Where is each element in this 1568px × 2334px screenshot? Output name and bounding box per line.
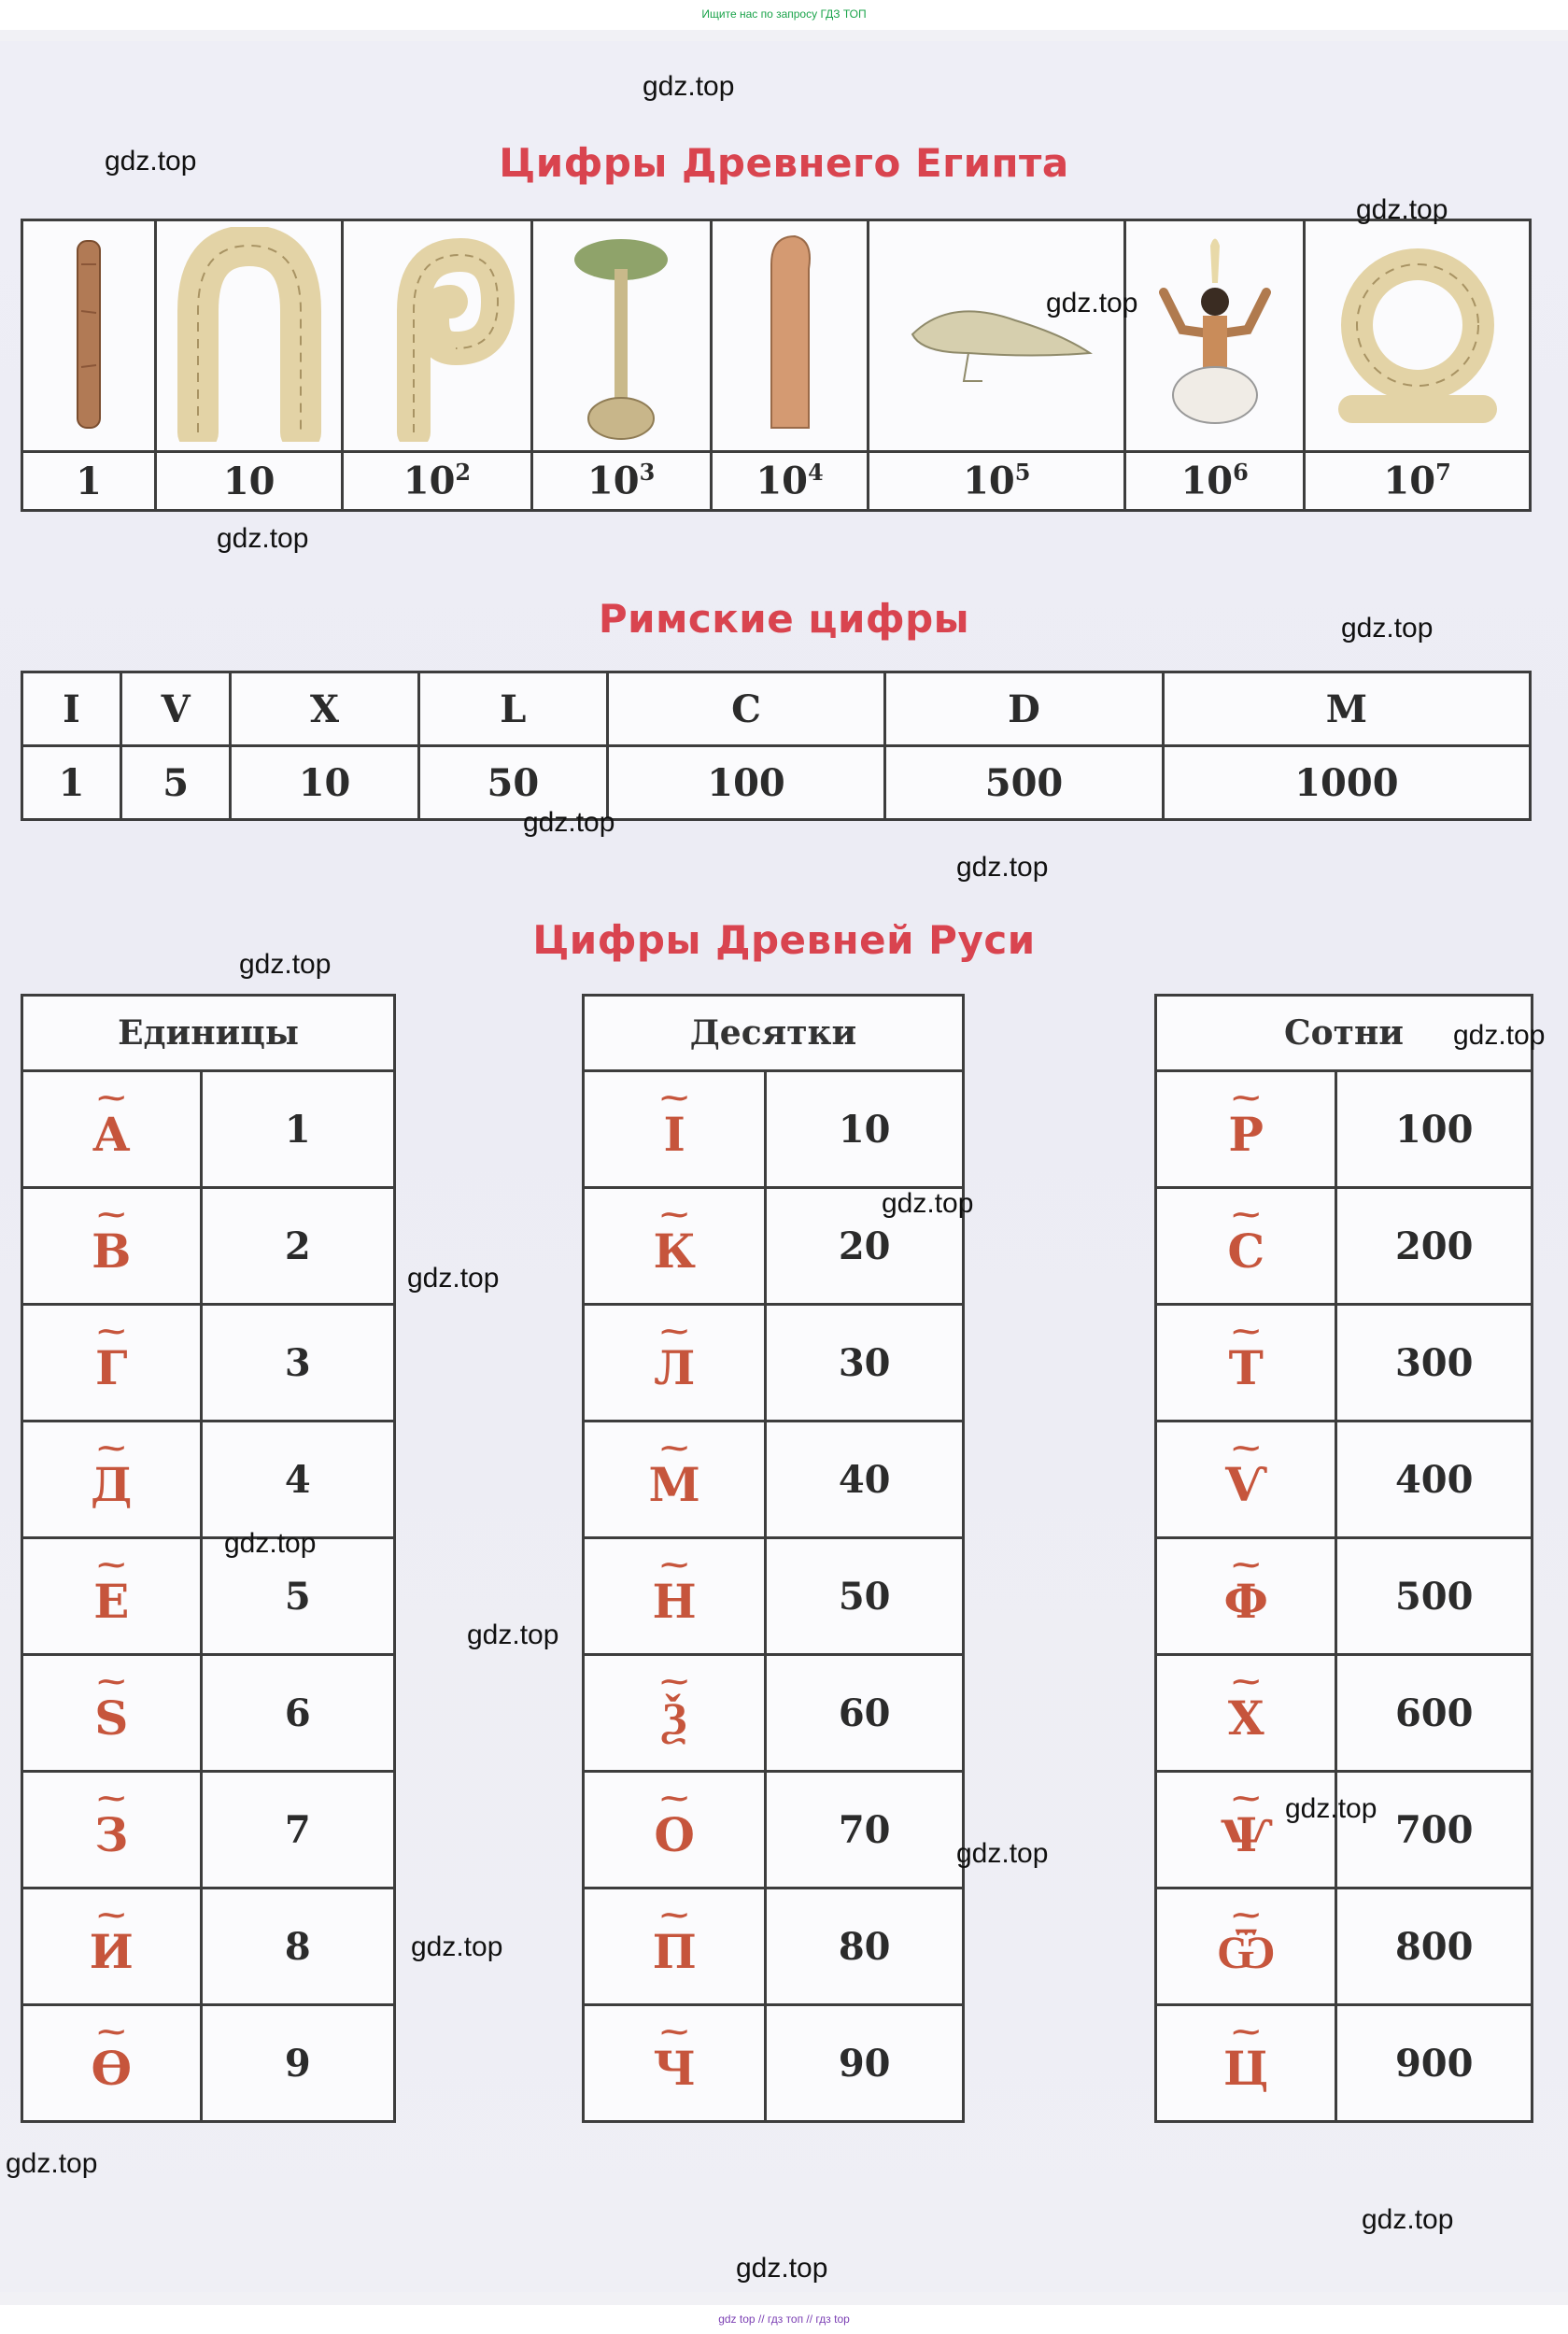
lotus-icon: [531, 220, 711, 452]
watermark: gdz.top: [105, 146, 197, 177]
titlo-mark-icon: ⁓: [1232, 1314, 1261, 1348]
rus-letter: А: [92, 1106, 131, 1162]
table-row: [584, 1772, 964, 1888]
roman-letter: L: [418, 672, 607, 746]
rus-hundreds-table: [1154, 994, 1533, 2123]
table-row: [584, 1888, 964, 2005]
rus-title: Цифры Древней Руси: [532, 917, 1036, 963]
watermark: gdz.top: [1362, 2204, 1454, 2235]
rus-letter: Ѯ: [661, 1690, 687, 1746]
table-row: [22, 1772, 395, 1888]
rus-numeral-value: 100: [1336, 1071, 1533, 1188]
watermark: gdz.top: [217, 523, 309, 554]
heel-bone-icon: [156, 220, 343, 452]
rus-letter: Р: [1228, 1106, 1264, 1162]
roman-value: 10: [231, 746, 419, 820]
roman-letter: X: [231, 672, 419, 746]
table-row: [1156, 1538, 1533, 1655]
rus-letter: П: [652, 1923, 697, 1979]
rus-numeral-value: 3: [201, 1305, 394, 1422]
roman-value: 500: [885, 746, 1164, 820]
rus-numeral-glyph: [22, 1071, 202, 1188]
rus-numeral-glyph: [1156, 1888, 1336, 2005]
roman-letter: D: [885, 672, 1164, 746]
titlo-mark-icon: ⁓: [1232, 1548, 1261, 1581]
rus-numeral-value: 4: [201, 1422, 394, 1538]
table-row: [22, 1071, 395, 1188]
titlo-mark-icon: ⁓: [660, 1197, 689, 1231]
rus-numeral-glyph: [1156, 1188, 1336, 1305]
table-row: [22, 2005, 395, 2122]
rus-numeral-value: 5: [201, 1538, 394, 1655]
egypt-title: Цифры Древнего Египта: [499, 140, 1069, 186]
watermark: gdz.top: [1453, 1020, 1546, 1051]
roman-value-row: [22, 746, 1531, 820]
watermark: gdz.top: [956, 852, 1049, 883]
rus-letter: Н: [652, 1573, 697, 1629]
rus-letter: О: [654, 1806, 695, 1862]
titlo-mark-icon: ⁓: [1232, 1781, 1261, 1815]
table-row: [1156, 1305, 1533, 1422]
rus-letter: Ѕ: [94, 1690, 129, 1746]
rus-letter: Ц: [1223, 2040, 1269, 2096]
watermark: gdz.top: [407, 1263, 500, 1294]
table-row: [584, 1655, 964, 1772]
titlo-mark-icon: ⁓: [660, 1314, 689, 1348]
titlo-mark-icon: ⁓: [97, 1081, 126, 1114]
rus-numeral-value: 900: [1336, 2005, 1533, 2122]
rus-numeral-glyph: [22, 1772, 202, 1888]
rus-numeral-value: 1: [201, 1071, 394, 1188]
rus-numeral-glyph: [584, 1188, 766, 1305]
roman-value: 5: [121, 746, 231, 820]
rus-numeral-glyph: [22, 1655, 202, 1772]
roman-letter: C: [607, 672, 885, 746]
egypt-value: 1: [22, 452, 156, 511]
rus-units-table: [21, 994, 396, 2123]
top-banner[interactable]: Ищите нас по запросу ГДЗ ТОП: [0, 0, 1568, 30]
titlo-mark-icon: ⁓: [97, 1314, 126, 1348]
table-row: [584, 2005, 964, 2122]
titlo-mark-icon: ⁓: [1232, 1664, 1261, 1698]
rus-numeral-value: 500: [1336, 1538, 1533, 1655]
watermark: gdz.top: [239, 949, 332, 980]
rus-numeral-glyph: [1156, 1071, 1336, 1188]
egypt-value: $10^7$: [1305, 452, 1531, 511]
rus-letter: Т: [1228, 1339, 1264, 1395]
roman-value: 1000: [1163, 746, 1530, 820]
rus-column-header: Единицы: [22, 996, 395, 1071]
titlo-mark-icon: ⁓: [1232, 1898, 1261, 1931]
rus-numeral-value: 70: [766, 1772, 964, 1888]
roman-value: 100: [607, 746, 885, 820]
watermark: gdz.top: [1046, 288, 1138, 318]
rus-numeral-glyph: [22, 1888, 202, 2005]
watermark: gdz.top: [6, 2148, 98, 2179]
rus-letter: Ѱ: [1220, 1806, 1272, 1862]
titlo-mark-icon: ⁓: [97, 1548, 126, 1581]
rus-letter: Ѵ: [1224, 1456, 1268, 1512]
table-row: [584, 1071, 964, 1188]
rus-numeral-value: 6: [201, 1655, 394, 1772]
rus-numeral-glyph: [584, 1422, 766, 1538]
table-row: [22, 1888, 395, 2005]
rus-numeral-value: 400: [1336, 1422, 1533, 1538]
watermark: gdz.top: [956, 1838, 1049, 1869]
rus-column-header: Десятки: [584, 996, 964, 1071]
rus-numeral-glyph: [584, 1538, 766, 1655]
rus-numeral-glyph: [1156, 1422, 1336, 1538]
titlo-mark-icon: ⁓: [1232, 1431, 1261, 1464]
table-row: [584, 1305, 964, 1422]
egypt-value: $10^5$: [869, 452, 1125, 511]
stroke-icon: [22, 220, 156, 452]
rus-numeral-glyph: [584, 1071, 766, 1188]
rus-letter: К: [653, 1223, 696, 1279]
rus-numeral-value: 800: [1336, 1888, 1533, 2005]
watermark: gdz.top: [224, 1528, 317, 1559]
watermark: gdz.top: [1356, 194, 1448, 225]
titlo-mark-icon: ⁓: [97, 1431, 126, 1464]
titlo-mark-icon: ⁓: [97, 1664, 126, 1698]
roman-letter: V: [121, 672, 231, 746]
rus-letter: В: [92, 1223, 132, 1279]
rus-numeral-value: 700: [1336, 1772, 1533, 1888]
rus-numeral-value: 2: [201, 1188, 394, 1305]
rus-numeral-glyph: [22, 1305, 202, 1422]
rus-letter: С: [1227, 1223, 1265, 1279]
table-row: [22, 1305, 395, 1422]
coil-rope-icon: [343, 220, 531, 452]
rus-letter: М: [648, 1456, 700, 1512]
rus-letter: Ч: [653, 2040, 696, 2096]
rus-letter: Ѿ: [1216, 1923, 1276, 1979]
rus-numeral-value: 50: [766, 1538, 964, 1655]
rus-numeral-value: 200: [1336, 1188, 1533, 1305]
rus-numeral-glyph: [584, 1888, 766, 2005]
titlo-mark-icon: ⁓: [660, 1898, 689, 1931]
rus-numeral-value: 20: [766, 1188, 964, 1305]
rus-numeral-value: 60: [766, 1655, 964, 1772]
watermark: gdz.top: [467, 1620, 559, 1650]
rus-numeral-glyph: [22, 1188, 202, 1305]
table-row: [1156, 1188, 1533, 1305]
egypt-value: $10^6$: [1125, 452, 1305, 511]
titlo-mark-icon: ⁓: [97, 1898, 126, 1931]
roman-value: 1: [22, 746, 121, 820]
rus-numeral-value: 80: [766, 1888, 964, 2005]
table-row: [1156, 1772, 1533, 1888]
table-row: [584, 1422, 964, 1538]
rus-numeral-glyph: [584, 1655, 766, 1772]
rus-numeral-value: 7: [201, 1772, 394, 1888]
rus-header-row: [584, 996, 964, 1071]
roman-value: 50: [418, 746, 607, 820]
rus-numeral-glyph: [584, 2005, 766, 2122]
kneeling-god-icon: [1125, 220, 1305, 452]
titlo-mark-icon: ⁓: [97, 1197, 126, 1231]
watermark: gdz.top: [411, 1931, 503, 1962]
titlo-mark-icon: ⁓: [660, 2015, 689, 2048]
rus-numeral-value: 300: [1336, 1305, 1533, 1422]
table-row: [1156, 1888, 1533, 2005]
rus-numeral-glyph: [584, 1305, 766, 1422]
rus-numeral-value: 8: [201, 1888, 394, 2005]
titlo-mark-icon: ⁓: [1232, 2015, 1261, 2048]
rus-numeral-glyph: [22, 1422, 202, 1538]
roman-letter-row: [22, 672, 1531, 746]
titlo-mark-icon: ⁓: [660, 1548, 689, 1581]
titlo-mark-icon: ⁓: [97, 2015, 126, 2048]
egypt-value: $10^2$: [343, 452, 531, 511]
rus-letter: З: [94, 1806, 129, 1862]
rus-tens-table: [582, 994, 965, 2123]
rus-letter: Х: [1227, 1690, 1264, 1746]
shen-ring-icon: [1305, 220, 1531, 452]
titlo-mark-icon: ⁓: [660, 1081, 689, 1114]
rus-header-row: [22, 996, 395, 1071]
table-row: [584, 1538, 964, 1655]
roman-title: Римские цифры: [598, 596, 970, 642]
egypt-value: 10: [156, 452, 343, 511]
rus-numeral-value: 40: [766, 1422, 964, 1538]
titlo-mark-icon: ⁓: [1232, 1081, 1261, 1114]
titlo-mark-icon: ⁓: [660, 1431, 689, 1464]
titlo-mark-icon: ⁓: [660, 1781, 689, 1815]
egypt-value: $10^3$: [531, 452, 711, 511]
rus-letter: Л: [654, 1339, 696, 1395]
rus-numeral-value: 30: [766, 1305, 964, 1422]
rus-letter: Д: [91, 1456, 133, 1512]
rus-numeral-glyph: [1156, 1538, 1336, 1655]
rus-numeral-glyph: [1156, 1655, 1336, 1772]
watermark: gdz.top: [523, 807, 615, 838]
rus-letter: И: [89, 1923, 134, 1979]
finger-icon: [711, 220, 869, 452]
watermark: gdz.top: [643, 71, 735, 102]
egypt-value-row: [22, 452, 1531, 511]
watermark: gdz.top: [1341, 613, 1434, 644]
titlo-mark-icon: ⁓: [660, 1664, 689, 1698]
rus-letter: І: [663, 1106, 685, 1162]
rus-numeral-glyph: [22, 1538, 202, 1655]
rus-numeral-glyph: [1156, 2005, 1336, 2122]
titlo-mark-icon: ⁓: [1232, 1197, 1261, 1231]
rus-letter: Е: [93, 1573, 130, 1629]
table-row: [22, 1188, 395, 1305]
roman-letter: I: [22, 672, 121, 746]
rus-numeral-value: 90: [766, 2005, 964, 2122]
titlo-mark-icon: ⁓: [97, 1781, 126, 1815]
rus-letter: Ѳ: [91, 2040, 133, 2096]
rus-letter: Г: [94, 1339, 128, 1395]
table-row: [1156, 2005, 1533, 2122]
rus-letter: Ф: [1223, 1573, 1268, 1629]
table-row: [1156, 1655, 1533, 1772]
rus-numeral-glyph: [1156, 1772, 1336, 1888]
table-row: [22, 1422, 395, 1538]
rus-numeral-value: 10: [766, 1071, 964, 1188]
rus-numeral-value: 600: [1336, 1655, 1533, 1772]
roman-table: [21, 671, 1532, 821]
table-row: [1156, 1071, 1533, 1188]
rus-numeral-glyph: [1156, 1305, 1336, 1422]
egypt-table: [21, 219, 1532, 512]
egypt-symbol-row: [22, 220, 1531, 452]
table-row: [1156, 1422, 1533, 1538]
rus-column-header: Сотни: [1156, 996, 1533, 1071]
watermark: gdz.top: [1285, 1793, 1377, 1824]
watermark: gdz.top: [736, 2253, 828, 2284]
rus-numeral-value: 9: [201, 2005, 394, 2122]
tadpole-icon: [869, 220, 1125, 452]
table-row: [22, 1655, 395, 1772]
egypt-value: $10^4$: [711, 452, 869, 511]
table-row: [22, 1538, 395, 1655]
watermark: gdz.top: [882, 1188, 974, 1219]
bottom-banner[interactable]: gdz top // гдз топ // гдз top: [0, 2305, 1568, 2334]
roman-letter: M: [1163, 672, 1530, 746]
rus-numeral-glyph: [584, 1772, 766, 1888]
rus-numeral-glyph: [22, 2005, 202, 2122]
